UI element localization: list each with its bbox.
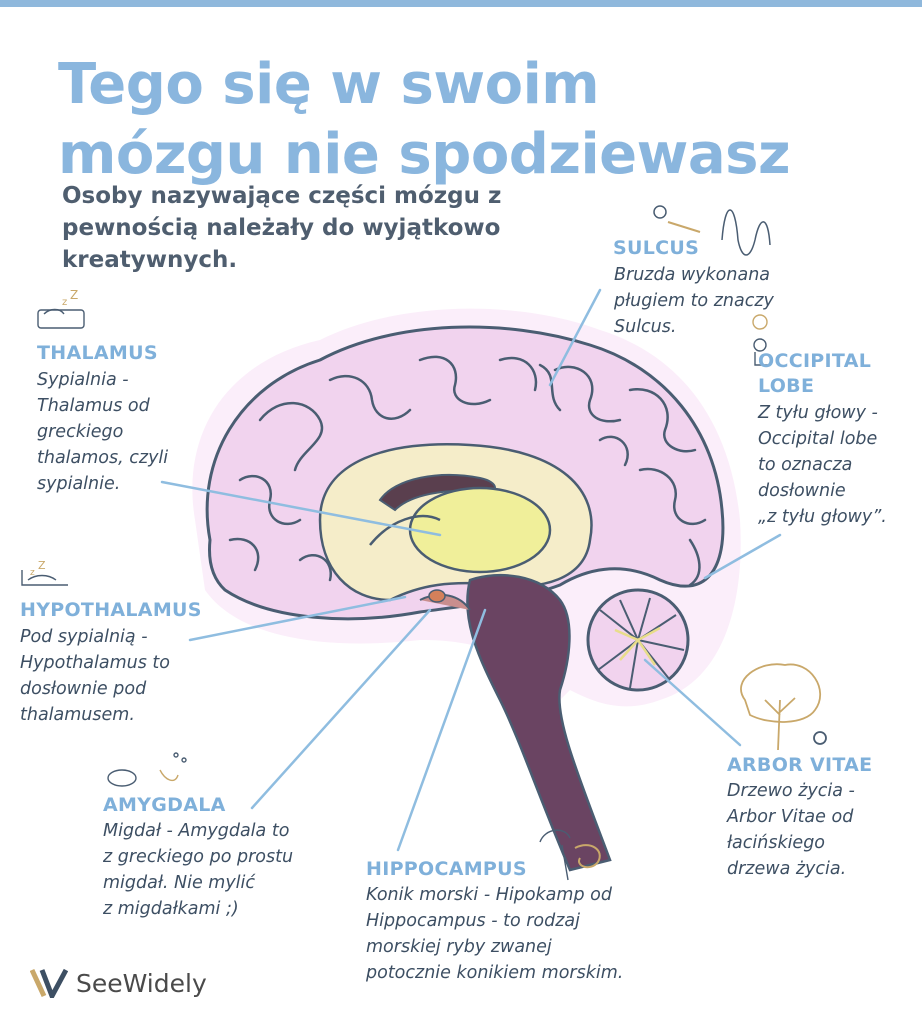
thalamus-desc-line: sypialnie.: [37, 474, 121, 494]
occipital-desc-line: „z tyłu głowy”.: [758, 507, 887, 527]
svg-text:Z: Z: [38, 559, 46, 572]
amygdala-desc-line: migdał. Nie mylić: [103, 873, 256, 893]
amygdala-desc-line: z greckiego po prostu: [103, 847, 294, 867]
svg-text:Z: Z: [70, 288, 79, 302]
title-line-1: Tego się w swoim: [58, 52, 600, 117]
svg-text:z: z: [30, 568, 35, 578]
hippocampus-label: HIPPOCAMPUS: [366, 858, 527, 880]
amygdala-desc-line: Migdał - Amygdala to: [103, 821, 290, 841]
brand-logo: [30, 968, 207, 998]
hypothalamus-label: HYPOTHALAMUS: [20, 599, 202, 621]
thalamus-desc-line: thalamos, czyli: [37, 448, 169, 468]
seewidely-logo-icon: [30, 968, 68, 998]
hypothalamus-desc-line: Pod sypialnią -: [20, 627, 148, 647]
logo-text: SeeWidely: [76, 968, 207, 998]
page-subtitle: Osoby nazywające części mózgu z pewnością należały do wyjątkowo kreatywnych.: [62, 183, 502, 273]
seahorse-icon: [540, 830, 600, 880]
sulcus-desc-line: Bruzda wykonana: [614, 265, 771, 285]
arbor-desc-line: Drzewo życia -: [727, 781, 855, 801]
sulcus-label: SULCUS: [613, 237, 700, 259]
arbor-desc-line: Arbor Vitae od: [727, 807, 854, 827]
tree-icon: [741, 664, 826, 750]
amygdala-description: [103, 818, 293, 922]
occipital-desc-line: dosłownie: [758, 481, 846, 501]
arbor-vitae-description: [727, 778, 855, 882]
arbor-desc-line: drzewa życia.: [727, 859, 847, 879]
hypothalamus-desc-line: Hypothalamus to: [20, 653, 170, 673]
sulcus-description: [614, 262, 774, 340]
thalamus-desc-line: Thalamus od: [37, 396, 150, 416]
hippocampus-desc-line: Hippocampus - to rodzaj: [366, 911, 581, 931]
amygdala-label: AMYGDALA: [103, 794, 226, 816]
sleep-under-bed-icon: [22, 559, 68, 585]
sulcus-desc-line: pługiem to znaczy: [614, 291, 774, 311]
sleep-icon: [38, 288, 84, 328]
title-line-2: mózgu nie spodziewasz: [58, 122, 791, 187]
occipital-desc-line: to oznacza: [758, 455, 853, 475]
hippocampus-desc-line: Konik morski - Hipokamp od: [366, 885, 612, 905]
hypothalamus-description: [20, 624, 170, 728]
thalamus-description: [37, 367, 168, 497]
thalamus-desc-line: Sypialnia -: [37, 370, 129, 390]
hypothalamus-desc-line: dosłownie pod: [20, 679, 147, 699]
hypothalamus-desc-line: thalamusem.: [20, 705, 135, 725]
hippocampus-desc-line: potocznie konikiem morskim.: [366, 963, 624, 983]
occipital-desc-line: Z tyłu głowy -: [758, 403, 878, 423]
arbor-desc-line: łacińskiego: [727, 833, 826, 853]
thalamus-desc-line: greckiego: [37, 422, 124, 442]
svg-text:z: z: [62, 297, 68, 308]
hippocampus-desc-line: morskiej ryby zwanej: [366, 937, 552, 957]
occipital-lobe-label: [758, 349, 871, 399]
almond-icon: [108, 753, 186, 786]
arbor-vitae-label: ARBOR VITAE: [727, 754, 873, 776]
thalamus-label: THALAMUS: [37, 342, 158, 364]
sulcus-desc-line: Sulcus.: [614, 317, 677, 337]
occipital-desc-line: Occipital lobe: [758, 429, 878, 449]
occipital-description: [758, 400, 887, 530]
amygdala-desc-line: z migdałkami ;): [103, 899, 239, 919]
hippocampus-description: [366, 882, 623, 986]
occipital-label-line-1: OCCIPITAL: [758, 350, 872, 372]
occipital-label-line-2: LOBE: [758, 375, 815, 397]
